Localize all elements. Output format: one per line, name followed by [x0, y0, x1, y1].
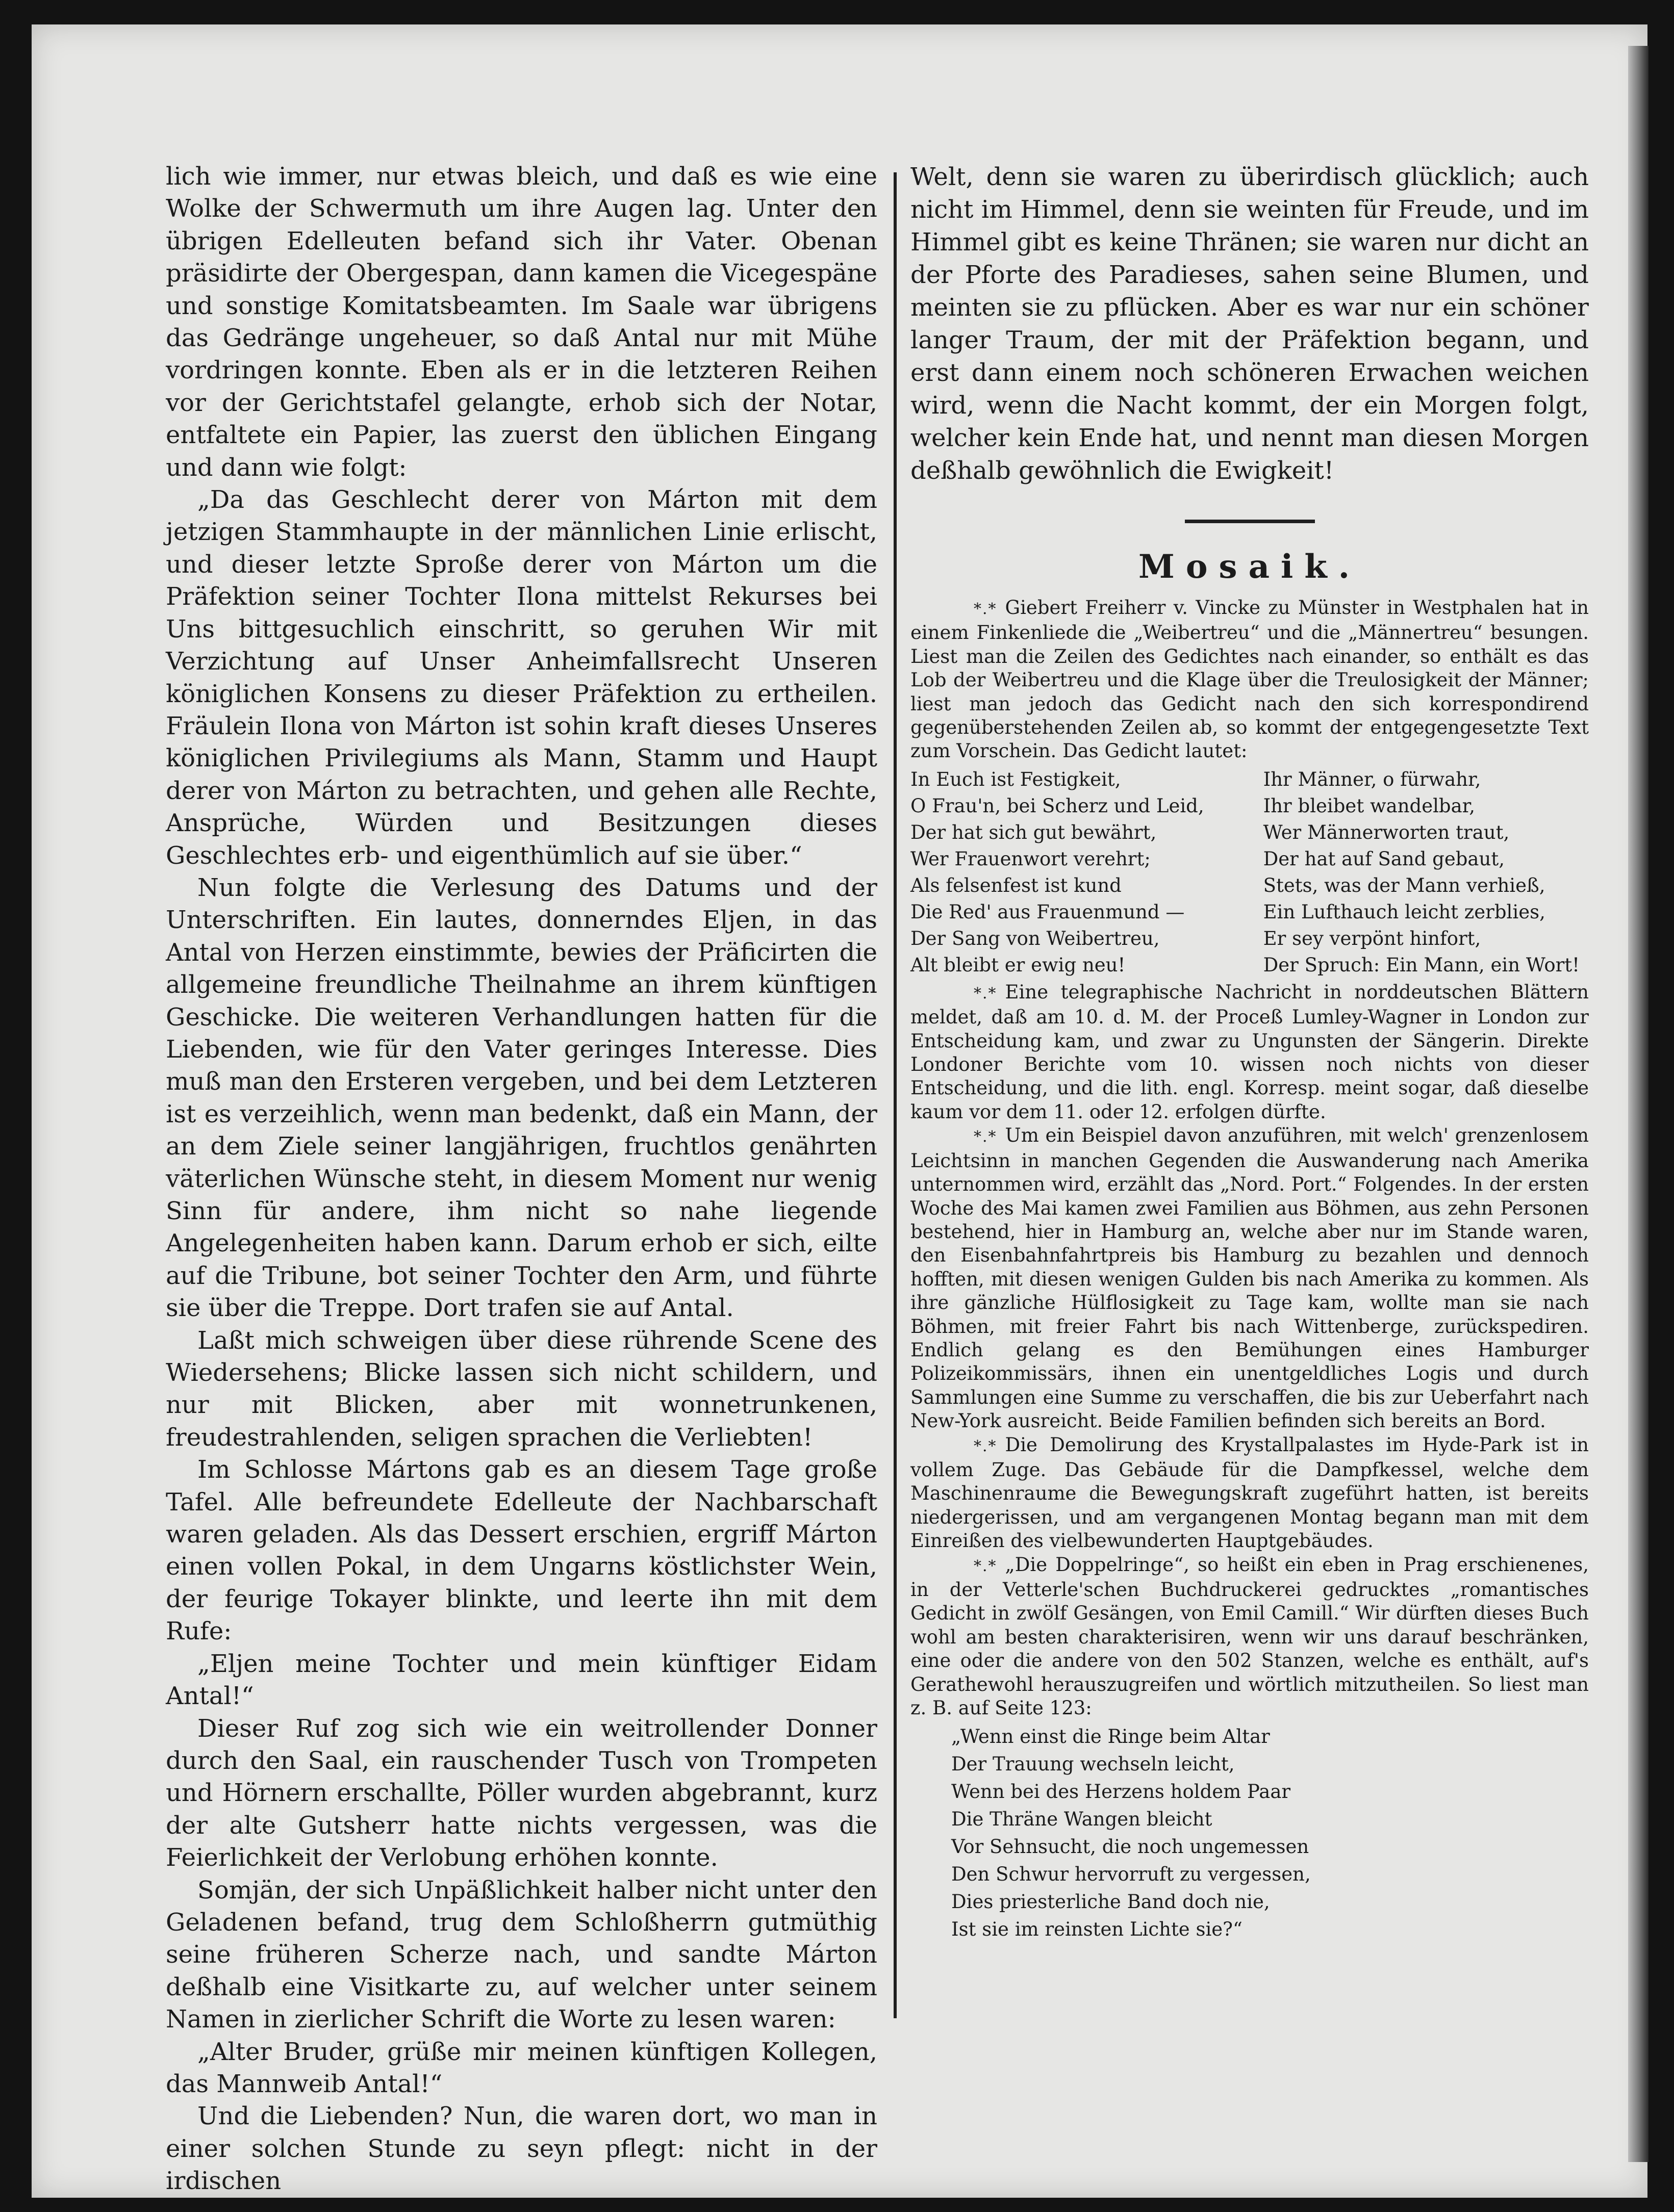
right-column: [910, 161, 1589, 1943]
stanza-line: Ist sie im reinsten Lichte sie?“: [951, 1918, 1242, 1941]
news-item-text: Giebert Freiherr v. Vincke zu Münster in Westphalen hat in einem Finkenliede die „Weibertreu“ und die „Männertreu“ besungen. Liest man die Zeilen des Gedichtes nach einander, so enthält es das Lob der Weibertreu und die Klage über die Treulosigkeit der Männer; liest man jedoch das Gedicht nach den sich korrespondirend gegenüberstehenden Zeilen ab, so kommt der entgegengesetzte Text zum Vorschein. Das Gedicht lautet:: [910, 597, 1589, 762]
news-item-text: „Die Doppelringe“, so heißt ein eben in Prag erschienenes, in der Vetterle'schen Buchdruckerei gedrucktes „romantisches Gedicht in zwölf Gesängen, von Emil Camill.“ Wir dürften dieses Buch wohl am besten charakterisiren, wenn wir uns darauf beschränken, eine oder die andere von den 502 Stanzen, welche es enthält, auf's Gerathewohl herauszugreifen und wörtlich mitzutheilen. So liest man z. B. auf Seite 123:: [910, 1553, 1589, 1719]
news-item: [910, 596, 1589, 763]
paragraph: Laßt mich schweigen über diese rührende Scene des Wiedersehens; Blicke lassen sich nicht schildern, und nur mit Blicken, aber mit wonnetrunkenen, freudestrahlenden, seligen sprachen die Verliebten!: [166, 1326, 877, 1452]
poem-line: Der hat auf Sand gebaut,: [1263, 847, 1505, 870]
news-item-text: Eine telegraphische Nachricht in norddeutschen Blättern meldet, daß am 10. d. M. der Proceß Lumley-Wagner in London zur Entscheidung kam, und zwar zu Ungunsten der Sängerin. Direkte Londoner Berichte vom 10. wissen noch nichts von dieser Entscheidung, und die lith. engl. Korresp. meint sogar, daß dieselbe kaum vor dem 11. oder 12. erfolgen dürfte.: [910, 981, 1589, 1123]
poem-line: O Frau'n, bei Scherz und Leid,: [910, 794, 1204, 817]
stars-ornament: *.*: [974, 600, 997, 618]
poem-line: Die Red' aus Frauenmund —: [910, 901, 1185, 923]
poem-line: Der Sang von Weibertreu,: [910, 927, 1160, 949]
stars-ornament: *.*: [974, 1437, 997, 1455]
poem: [910, 766, 1589, 979]
poem-line: Ein Lufthauch leicht zerblies,: [1263, 901, 1545, 923]
page-edge: [1628, 46, 1648, 2162]
stanza-line: Die Thräne Wangen bleicht: [951, 1808, 1212, 1831]
paragraph: „Eljen meine Tochter und mein künftiger Eidam Antal!“: [166, 1649, 877, 1711]
stanza-line: Wenn bei des Herzens holdem Paar: [951, 1781, 1291, 1803]
quoted-stanza: [951, 1723, 1589, 1943]
stars-ornament: *.*: [974, 1557, 997, 1575]
paragraph: „Alter Bruder, grüße mir meinen künftigen Kollegen, das Mannweib Antal!“: [166, 2037, 877, 2098]
news-item: [910, 1124, 1589, 1433]
news-item-text: Die Demolirung des Krystallpalastes im Hyde-Park ist in vollem Zuge. Das Gebäude für die Dampfkessel, welche dem Maschinenraume die Bewegungskraft zugeführt hatten, ist bereits niedergerissen, und am vergangenen Montag begann man mit dem Einreißen des vielbewunderten Hauptgebäudes.: [910, 1433, 1589, 1552]
story-continuation: Welt, denn sie waren zu überirdisch glücklich; auch nicht im Himmel, denn sie weinten für Freude, und im Himmel gibt es keine Thränen; sie waren nur dicht an der Pforte des Paradieses, sahen seine Blumen, und meinten sie zu pflücken. Aber es war nur ein schöner langer Traum, der mit der Präfektion begann, und erst dann einem noch schöneren Erwachen weichen wird, wenn die Nacht kommt, der ein Morgen folgt, welcher kein Ende hat, und nennt man diesen Morgen deßhalb gewöhnlich die Ewigkeit!: [910, 163, 1589, 485]
paragraph: „Da das Geschlecht derer von Márton mit dem jetzigen Stammhaupte in der männlichen Linie erlischt, und dieser letzte Sproße derer von Márton um die Präfektion seiner Tochter Ilona mittelst Rekurses bei Uns bittgesuchlich einschritt, so geruhen Wir mit Verzichtung auf Unser Anheimfallsrecht Unseren königlichen Konsens zu dieser Präfektion zu ertheilen. Fräulein Ilona von Márton ist sohin kraft dieses Unseres königlichen Privilegiums als Mann, Stamm und Haupt derer von Márton zu betrachten, und gehen alle Rechte, Ansprüche, Würden und Besitzungen dieses Geschlechtes erb- und eigenthümlich auf sie über.“: [166, 485, 877, 870]
news-item: [910, 1553, 1589, 1720]
news-item: [910, 981, 1589, 1124]
poem-line: Wer Männerworten traut,: [1263, 821, 1510, 843]
stanza-line: Vor Sehnsucht, die noch ungemessen: [951, 1836, 1309, 1858]
paragraph: lich wie immer, nur etwas bleich, und daß es wie eine Wolke der Schwermuth um ihre Augen lag. Unter den übrigen Edelleuten befand sich ihr Vater. Obenan präsidirte der Obergespan, dann kamen die Vicegespäne und sonstige Komitatsbeamten. Im Saale war übrigens das Gedränge ungeheuer, so daß Antal nur mit Mühe vordringen konnte. Eben als er in die letzteren Reihen vor der Gerichtstafel gelangte, erhob sich der Notar, entfaltete ein Papier, las zuerst den üblichen Eingang und dann wie folgt:: [166, 162, 877, 482]
news-item: [910, 1433, 1589, 1553]
section-title: Mosaik.: [1138, 548, 1361, 586]
stanza-line: „Wenn einst die Ringe beim Altar: [951, 1726, 1270, 1748]
column-divider: [894, 172, 897, 2018]
stanza-line: Dies priesterliche Band doch nie,: [951, 1891, 1270, 1913]
stars-ornament: *.*: [974, 984, 997, 1002]
paragraph: Somjän, der sich Unpäßlichkeit halber nicht unter den Geladenen befand, trug dem Schloßherrn gutmüthig seine früheren Scherze nach, und sandte Márton deßhalb eine Visitkarte zu, auf welcher unter seinem Namen in zierlicher Schrift die Worte zu lesen waren:: [166, 1875, 877, 2034]
stanza-line: Den Schwur hervorruft zu vergessen,: [951, 1863, 1311, 1886]
poem-line: Alt bleibt er ewig neu!: [910, 954, 1126, 976]
stars-ornament: *.*: [974, 1128, 997, 1146]
poem-left-column: [910, 766, 1236, 979]
poem-line: Als felsenfest ist kund: [910, 874, 1122, 896]
poem-line: Ihr Männer, o fürwahr,: [1263, 768, 1481, 790]
paragraph: Dieser Ruf zog sich wie ein weitrollender Donner durch den Saal, ein rauschender Tusch von Trompeten und Hörnern erschallte, Pöller wurden abgebrannt, kurz der alte Gutsherr hatte nichts vergessen, was die Feierlichkeit der Verlobung erhöhen konnte.: [166, 1714, 877, 1872]
poem-line: Ihr bleibet wandelbar,: [1263, 794, 1476, 817]
poem-line: Wer Frauenwort verehrt;: [910, 847, 1151, 870]
left-column: [166, 161, 877, 2198]
news-item-text: Um ein Beispiel davon anzuführen, mit welch' grenzenlosem Leichtsinn in manchen Gegenden die Auswanderung nach Amerika unternommen wird, erzählt das „Nord. Port.“ Folgendes. In der ersten Woche des Mai kamen zwei Familien aus Böhmen, aus zehn Personen bestehend, hier in Hamburg an, welche aber nur im Stande waren, den Eisenbahnfahrtpreis bis Hamburg zu bezahlen und dennoch hofften, mit diesen wenigen Gulden bis nach Amerika zu kommen. Als ihre gänzliche Hülflosigkeit zu Tage kam, wollte man sie nach Böhmen, mit freier Fahrt bis nach Wittenberge, zurückspediren. Endlich gelang es den Bemühungen eines Hamburger Polizeikommissärs, ihnen ein unentgeldliches Logis und durch Sammlungen eine Summe zu verschaffen, die bis zur Ueberfahrt nach New-York ausreicht. Beide Familien befinden sich bereits an Bord.: [910, 1124, 1589, 1432]
poem-line: Er sey verpönt hinfort,: [1263, 927, 1481, 949]
poem-line: Stets, was der Mann verhieß,: [1263, 874, 1545, 896]
paragraph: Im Schlosse Mártons gab es an diesem Tage große Tafel. Alle befreundete Edelleute der Nachbarschaft waren geladen. Als das Dessert erschien, ergriff Márton einen vollen Pokal, in dem Ungarns köstlichster Wein, der feurige Tokayer blinkte, und leerte ihn mit dem Rufe:: [166, 1455, 877, 1646]
paragraph: Und die Liebenden? Nun, die waren dort, wo man in einer solchen Stunde zu seyn pflegt: nicht in der irdischen: [166, 2102, 877, 2196]
poem-line: In Euch ist Festigkeit,: [910, 768, 1121, 790]
poem-line: Der Spruch: Ein Mann, ein Wort!: [1263, 954, 1580, 976]
stanza-line: Der Trauung wechseln leicht,: [951, 1753, 1235, 1776]
paragraph: Nun folgte die Verlesung des Datums und der Unterschriften. Ein lautes, donnerndes Eljen, in das Antal von Herzen einstimmte, bewies der Präficirten die allgemeine freundliche Theilnahme an ihrem künftigen Geschicke. Die weiteren Verhandlungen hatten für die Liebenden, wie für den Vater geringes Interesse. Dies muß man den Ersteren vergeben, und bei dem Letzteren ist es verzeihlich, wenn man bedenkt, daß ein Mann, der an dem Ziele seiner langjährigen, fruchtlos genährten väterlichen Wünsche steht, in diesem Moment nur wenig Sinn für andere, ihm nicht so nahe liegende Angelegenheiten haben kann. Darum erhob er sich, eilte auf die Tribune, bot seiner Tochter den Arm, und führte sie über die Treppe. Dort trafen sie auf Antal.: [166, 873, 877, 1323]
section-divider: [1185, 520, 1315, 523]
poem-right-column: [1263, 766, 1589, 979]
poem-line: Der hat sich gut bewährt,: [910, 821, 1157, 843]
